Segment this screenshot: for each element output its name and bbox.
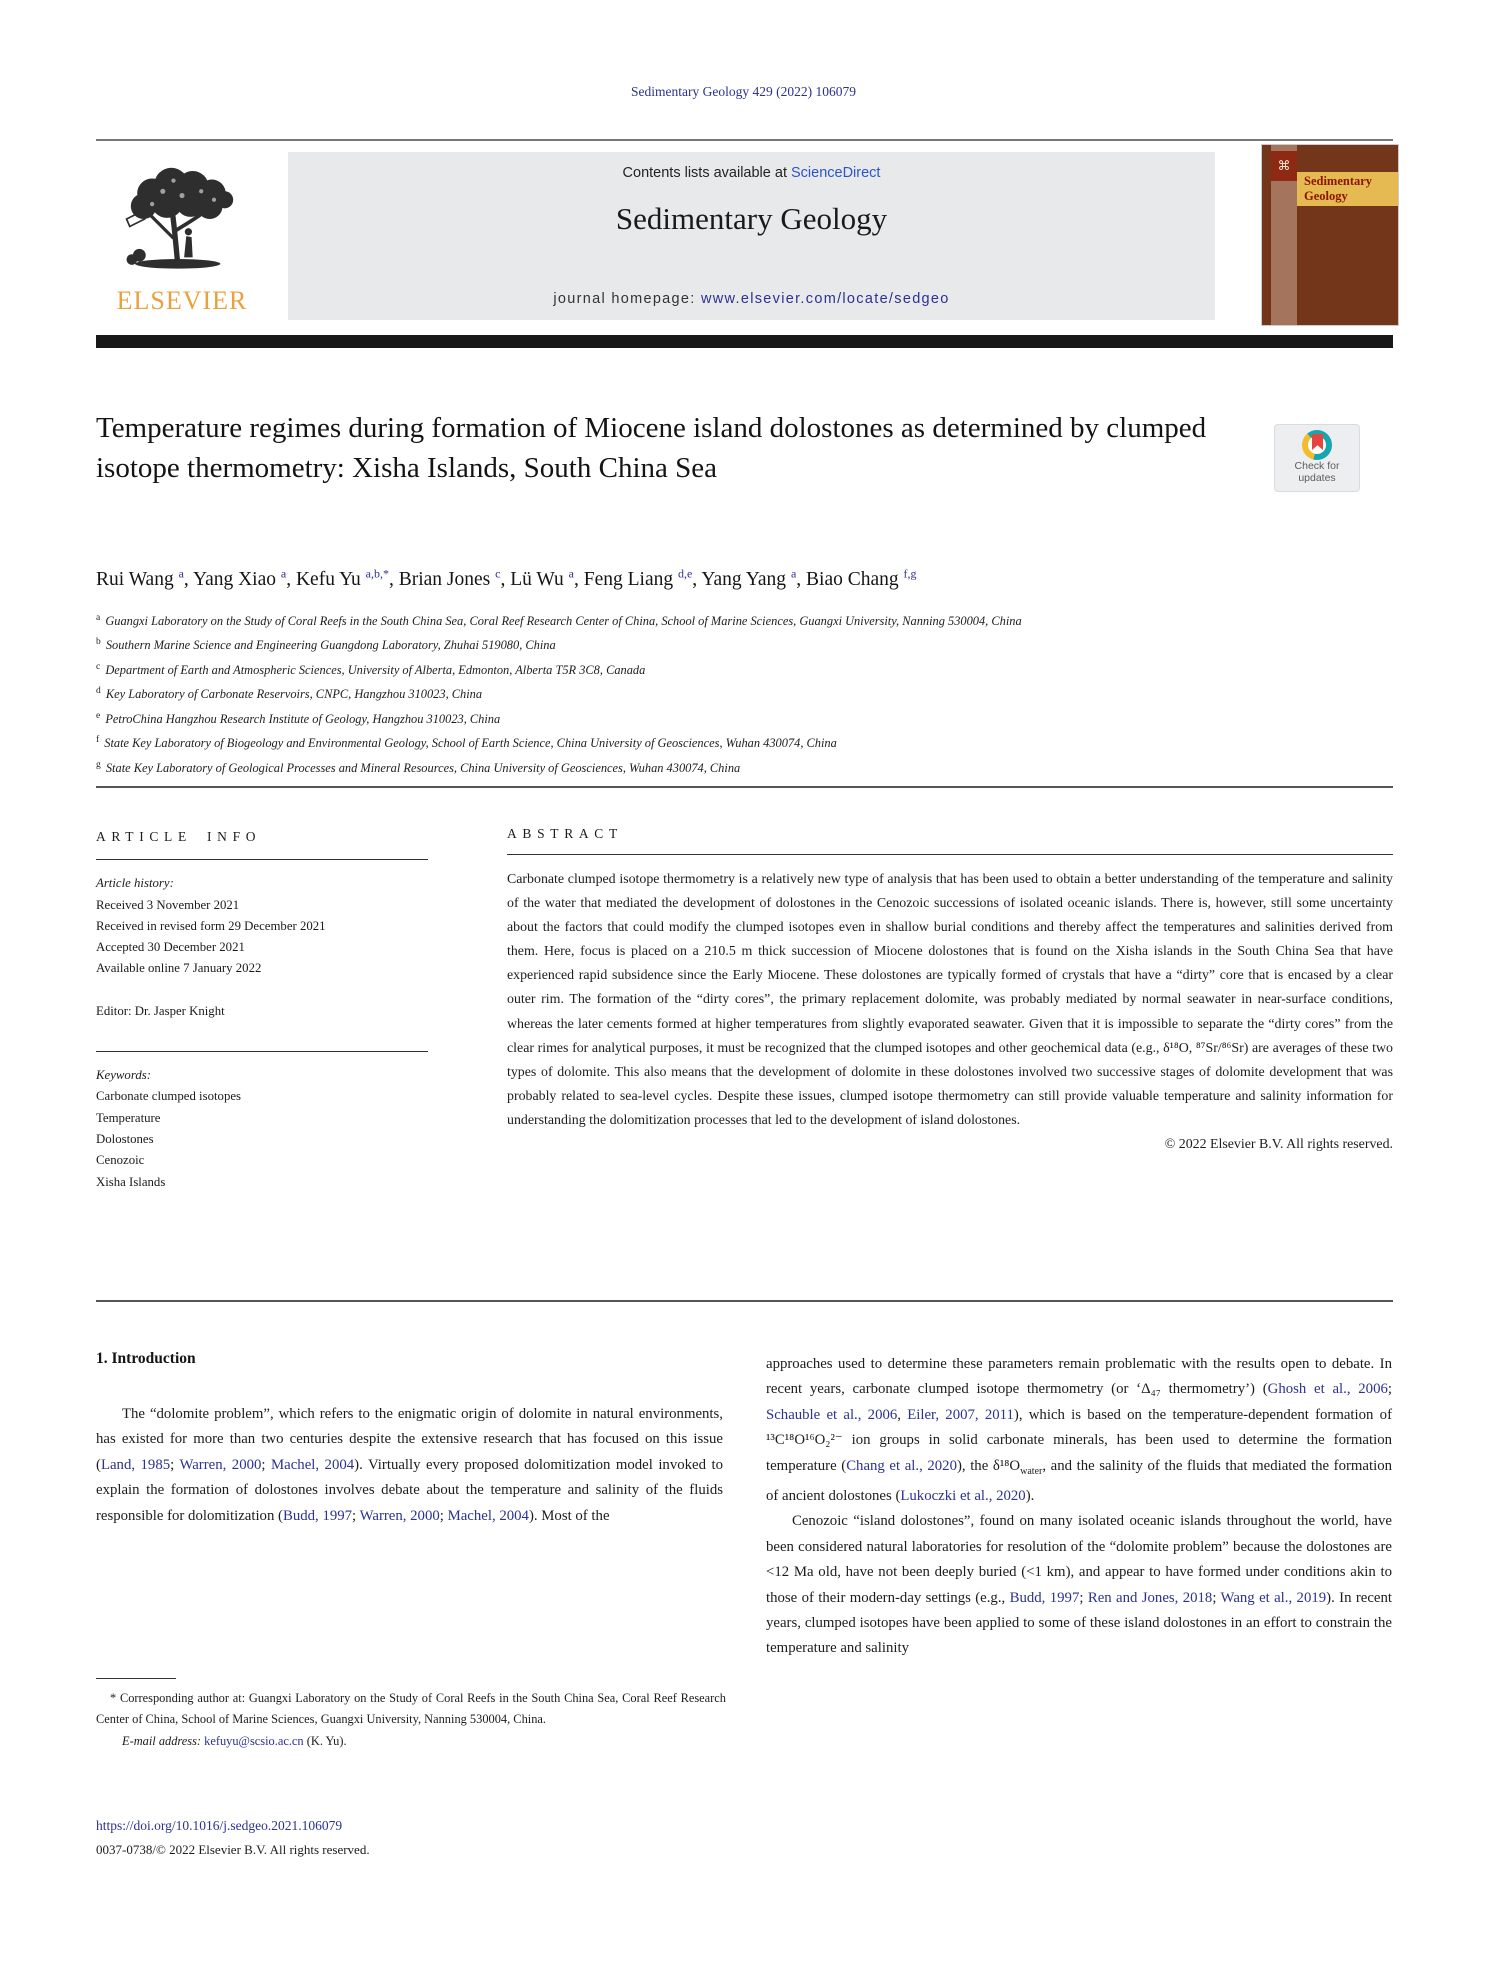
body-divider bbox=[96, 1300, 1393, 1302]
intro-paragraph: The “dolomite problem”, which refers to the enigmatic origin of dolomite in natural environments, has existed for more than two centuries despite the extensive research that has focused on this issue (Land, 1985; Warren, 2000; Machel, 2004). Virtually every proposed dolomitization model invoked to explain the formation of dolostones involves debate about the temperature and salinity of the fluids responsible for dolomitization (Budd, 1997; Warren, 2000; Machel, 2004). Most of the bbox=[96, 1406, 723, 1524]
homepage-link[interactable]: www.elsevier.com/locate/sedgeo bbox=[700, 291, 950, 307]
author: Kefu Yu $^{a,b,*}$, bbox=[295, 566, 399, 590]
header-bar bbox=[96, 335, 1393, 348]
affiliation: $^f$ State Key Laboratory of Biogeology and Environmental Geology, School of Earth Science, China University of Geosciences, Wuhan 430074, China bbox=[96, 735, 837, 751]
cover-title: Sedimentary Geology bbox=[1297, 172, 1398, 206]
history-item: Available online 7 January 2022 bbox=[96, 961, 262, 976]
author: Yang Xiao $^a$, bbox=[192, 566, 296, 590]
affiliation: $^g$ State Key Laboratory of Geological Processes and Mineral Resources, China University of Geosciences, Wuhan 430074, China bbox=[96, 759, 741, 775]
sciencedirect-link[interactable]: ScienceDirect bbox=[791, 165, 881, 181]
cover-tree-icon: ⌘ bbox=[1277, 158, 1291, 173]
affiliation: $^b$ Southern Marine Science and Engineering Guangdong Laboratory, Zhuhai 519080, China bbox=[96, 637, 556, 653]
article-info-section bbox=[96, 826, 428, 1193]
section-divider bbox=[96, 786, 1393, 788]
abstract-rule bbox=[507, 854, 1393, 855]
footnote-rule bbox=[96, 1678, 176, 1679]
author-affil-sup: a bbox=[568, 566, 574, 580]
contents-prefix: Contents lists available at bbox=[622, 165, 791, 181]
author-affil-sup: a bbox=[790, 566, 797, 580]
keywords-rule bbox=[96, 1051, 428, 1052]
history-item: Accepted 30 December 2021 bbox=[96, 940, 245, 955]
author: Biao Chang $^{f,g}$ bbox=[806, 566, 917, 590]
introduction-heading: 1. Introduction bbox=[96, 1350, 196, 1367]
keyword: Cenozoic bbox=[96, 1153, 145, 1168]
affiliation: $^c$ Department of Earth and Atmospheric Sciences, University of Alberta, Edmonton, Alberta T5R 3C8, Canada bbox=[96, 661, 646, 677]
affiliation: $^a$ Guangxi Laboratory on the Study of Coral Reefs in the South China Sea, Coral Reef Research Center of China, School of Marine Sciences, Guangxi University, Nanning 530004, China bbox=[96, 613, 1022, 629]
check-updates-label bbox=[1275, 461, 1359, 484]
email-label: E-mail address: bbox=[122, 1733, 205, 1748]
intro-right-column bbox=[766, 1352, 1392, 1662]
citation-link[interactable]: Chang et al., 2020 bbox=[846, 1457, 957, 1474]
keyword: Carbonate clumped isotopes bbox=[96, 1089, 241, 1104]
corresponding-author-footnote bbox=[96, 1688, 726, 1752]
journal-name: Sedimentary Geology bbox=[615, 201, 888, 236]
citation-link[interactable]: Budd, 1997 bbox=[1009, 1589, 1080, 1606]
history-label: Article history: bbox=[96, 876, 174, 891]
author-affil-sup: c bbox=[495, 566, 501, 580]
check-updates-line2: updates bbox=[1298, 471, 1336, 484]
homepage-prefix: journal homepage: bbox=[553, 291, 701, 307]
citation-link[interactable]: Land, 1985 bbox=[100, 1456, 171, 1473]
journal-banner bbox=[288, 152, 1215, 320]
article-info-heading: ARTICLE INFO bbox=[96, 829, 262, 844]
issn-copyright-line: 0037-0738/© 2022 Elsevier B.V. All rights reserved. bbox=[96, 1842, 370, 1857]
affiliation-list bbox=[96, 608, 1386, 779]
copyright-line: © 2022 Elsevier B.V. All rights reserved. bbox=[1164, 1137, 1393, 1153]
author-affil-sup: a,b,* bbox=[365, 566, 389, 580]
citation-link[interactable]: Machel, 2004 bbox=[271, 1456, 355, 1473]
email-line bbox=[96, 1731, 726, 1752]
author-affil-sup: a bbox=[280, 566, 287, 580]
email-suffix: (K. Yu). bbox=[303, 1733, 347, 1748]
keyword: Temperature bbox=[96, 1110, 161, 1125]
homepage-line bbox=[288, 291, 1215, 307]
affiliation: $^d$ Key Laboratory of Carbonate Reservoirs, CNPC, Hangzhou 310023, China bbox=[96, 686, 483, 702]
citation-link[interactable]: Wang et al., 2019 bbox=[1220, 1589, 1327, 1606]
intro-paragraph: approaches used to determine these parameters remain problematic with the results open to debate. In recent years, carbonate clumped isotope thermometry (or ‘Δ₄₇ thermometry’) (Ghosh et al., 2006; Schauble et al., 2006, Eiler, 2007, 2011), which is based on the temperature-dependent formation of ¹³C¹⁸O¹⁶O₂²⁻ ion groups in solid carbonate minerals, has been used to determine the formation temperature (Chang et al., 2020), the $\delta^{18}O_{water}$, and the salinity of the fluids that mediated the formation of ancient dolostones (Lukoczki et al., 2020). bbox=[766, 1356, 1393, 1504]
top-divider bbox=[96, 139, 1393, 141]
author: Yang Yang $^a$, bbox=[701, 566, 807, 590]
article-title: Temperature regimes during formation of Miocene island dolostones as determined by clumped isotope thermometry: Xisha Islands, South China Sea bbox=[96, 412, 1207, 484]
keyword: Xisha Islands bbox=[96, 1174, 166, 1189]
citation-link[interactable]: Lukoczki et al., 2020 bbox=[900, 1487, 1026, 1504]
footnote-text: * Corresponding author at: Guangxi Laboratory on the Study of Coral Reefs in the South China Sea, Coral Reef Research Center of China, School of Marine Sciences, Guangxi University, Nanning 530004, China. bbox=[96, 1691, 726, 1727]
author: Lü Wu $^a$, bbox=[510, 566, 584, 590]
intro-left-column bbox=[96, 1402, 723, 1529]
editor-line: Editor: Dr. Jasper Knight bbox=[96, 1003, 225, 1018]
check-updates-line1: Check for bbox=[1294, 460, 1340, 472]
citation-link[interactable]: Ghosh et al., 2006 bbox=[1267, 1381, 1388, 1398]
citation-link[interactable]: Machel, 2004 bbox=[447, 1507, 529, 1524]
author-affil-sup: f,g bbox=[903, 566, 917, 580]
elsevier-tree-icon bbox=[118, 150, 246, 288]
article-info-rule bbox=[96, 859, 428, 860]
abstract-text: Carbonate clumped isotope thermometry is a relatively new type of analysis that has been used to obtain a better understanding of the temperature and salinity of the water that mediated the development of dolostones in the Cenozoic successions of isolated oceanic islands. There is, however, still some uncertainty about the factors that could modify the clumped isotopes even in shallow burial conditions and thereby affect the temperatures and salinities derived from them. Here, focus is placed on a 210.5 m thick succession of Miocene dolostones that is found on the Xisha islands in the South China Sea that have experienced rapid subsidence since the Early Miocene. These dolostones are typically formed of crystals that have a “dirty” core that is encased by a clear outer rim. The formation of the “dirty cores”, the primary replacement dolomite, was probably mediated by normal seawater in near-surface conditions, whereas the later cements formed at higher temperatures from slightly evaporated seawater. Given that it is impossible to separate the “dirty cores” from the clear rimes for analytical purposes, it must be recognized that the clumped isotopes and other geochemical data (e.g., δ¹⁸O, ⁸⁷Sr/⁸⁶Sr) are averages of these two types of dolomite. This also means that the development of dolomite in these dolostones involved two successive stages of dolomite development that was probably related to sea-level cycles. Despite these issues, clumped isotope thermometry can still provide valuable temperature and salinity information for understanding the dolomitization processes that led to the development of island dolostones. bbox=[507, 872, 1393, 1128]
email-link[interactable]: kefuyu@scsio.ac.cn bbox=[204, 1733, 304, 1748]
keywords-label: Keywords: bbox=[96, 1068, 151, 1083]
keyword: Dolostones bbox=[96, 1131, 154, 1146]
elsevier-wordmark: ELSEVIER bbox=[116, 286, 248, 315]
journal-cover-thumbnail bbox=[1262, 145, 1398, 325]
author: Feng Liang $^{d,e}$, bbox=[583, 566, 702, 590]
crossmark-icon bbox=[1302, 430, 1332, 460]
citation-link[interactable]: Warren, 2000 bbox=[359, 1507, 440, 1524]
author-affil-sup: d,e bbox=[677, 566, 693, 580]
abstract-heading: ABSTRACT bbox=[507, 826, 623, 841]
abstract-section bbox=[507, 826, 1393, 1157]
intro-paragraph: Cenozoic “island dolostones”, found on many isolated oceanic islands throughout the world, have been considered natural laboratories for resolution of the “dolomite problem” because the dolostones are <12 Ma old, have not been deeply buried (<1 km), and appear to have formed under conditions akin to those of their modern-day settings (e.g., Budd, 1997; Ren and Jones, 2018; Wang et al., 2019). In recent years, clumped isotopes have been applied to some of these island dolostones in an effort to constrain the temperature and salinity bbox=[766, 1513, 1392, 1657]
contents-line bbox=[288, 165, 1215, 181]
journal-reference: Sedimentary Geology 429 (2022) 106079 bbox=[631, 84, 856, 99]
history-item: Received in revised form 29 December 2021 bbox=[96, 918, 326, 933]
affiliation: $^e$ PetroChina Hangzhou Research Institute of Geology, Hangzhou 310023, China bbox=[96, 710, 501, 726]
citation-link[interactable]: Budd, 1997 bbox=[282, 1507, 353, 1524]
author-list bbox=[96, 566, 1336, 591]
author: Rui Wang $^a$, bbox=[96, 566, 193, 590]
citation-link[interactable]: Warren, 2000 bbox=[179, 1456, 262, 1473]
history-item: Received 3 November 2021 bbox=[96, 897, 240, 912]
cover-publisher-mark bbox=[1271, 151, 1297, 181]
doi-link[interactable]: https://doi.org/10.1016/j.sedgeo.2021.106079 bbox=[96, 1818, 343, 1833]
check-for-updates-badge[interactable] bbox=[1274, 424, 1360, 492]
citation-link[interactable]: Schauble et al., 2006 bbox=[766, 1406, 898, 1423]
author-affil-sup: a bbox=[178, 566, 184, 580]
bookmark-icon bbox=[1312, 434, 1323, 450]
author: Brian Jones $^c$, bbox=[398, 566, 511, 590]
citation-link[interactable]: Eiler, 2007, 2011 bbox=[907, 1406, 1014, 1423]
elsevier-logo bbox=[96, 150, 268, 326]
citation-link[interactable]: Ren and Jones, 2018 bbox=[1087, 1589, 1213, 1606]
